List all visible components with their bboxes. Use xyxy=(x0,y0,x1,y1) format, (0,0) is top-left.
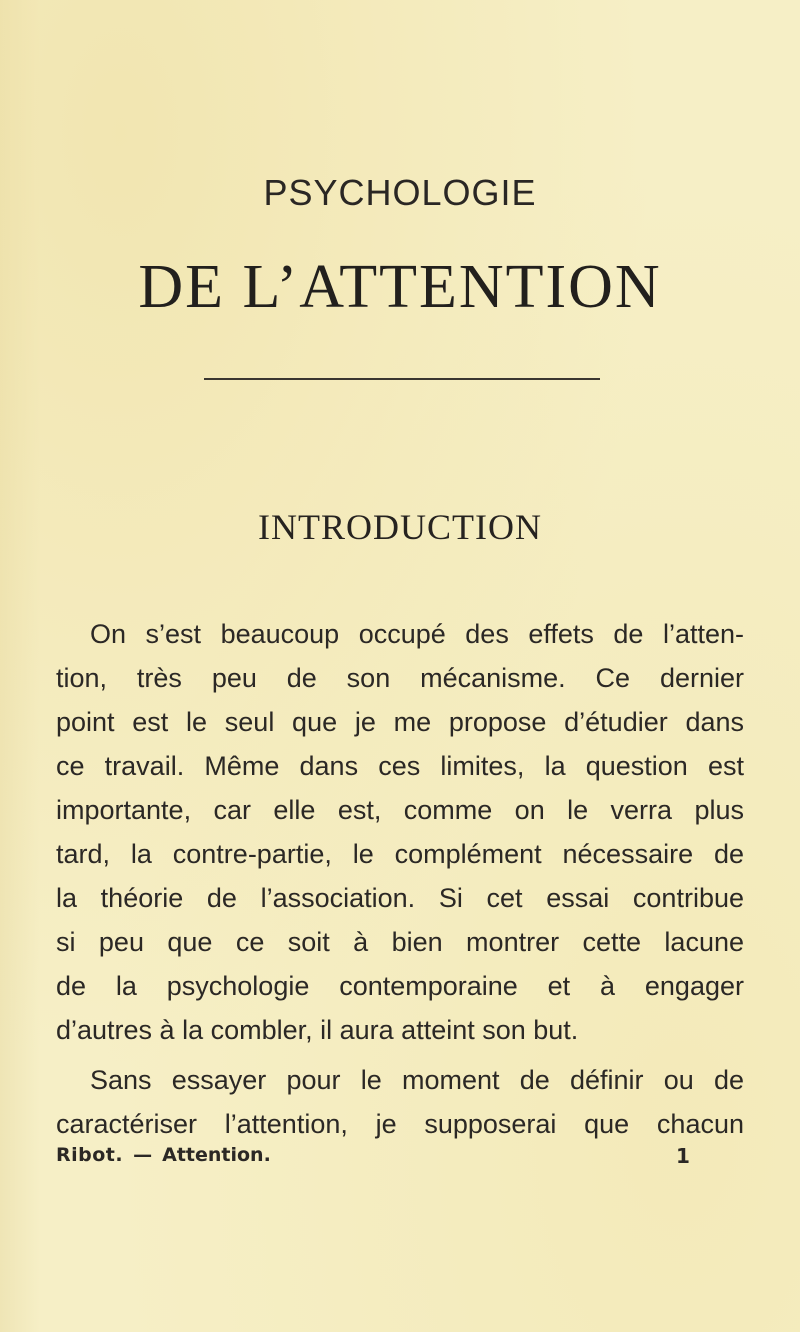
text-line: la théorie de l’association. Si cet essai contribue xyxy=(56,883,744,913)
text-line: de la psychologie contemporaine et à engager xyxy=(56,971,744,1001)
signature-author: Ribot. xyxy=(56,1144,124,1166)
signature-dash: — xyxy=(133,1144,153,1166)
text-line: point est le seul que je me propose d’étudier dans xyxy=(56,707,744,737)
text-line: si peu que ce soit à bien montrer cette lacune xyxy=(56,927,744,957)
text-line: d’autres à la combler, il aura atteint son but. xyxy=(56,1015,579,1045)
text-line: tion, très peu de son mécanisme. Ce dernier xyxy=(56,663,744,693)
section-title: INTRODUCTION xyxy=(258,507,542,547)
title-divider-rule xyxy=(204,378,600,380)
signature-line xyxy=(56,1144,464,1166)
text-line: importante, car elle est, comme on le verra plus xyxy=(56,795,744,825)
book-title-line-2: DE L’ATTENTION xyxy=(138,253,662,321)
text-line: tard, la contre-partie, le complément nécessaire de xyxy=(56,839,744,869)
paragraph-2 xyxy=(56,1058,744,1146)
text-line: On s’est beaucoup occupé des effets de l’atten- xyxy=(90,619,744,649)
text-line: caractériser l’attention, je supposerai que chacun xyxy=(56,1109,744,1139)
signature-number: 1 xyxy=(676,1144,690,1168)
text-line: ce travail. Même dans ces limites, la question est xyxy=(56,751,744,781)
text-line: Sans essayer pour le moment de définir ou de xyxy=(90,1065,744,1095)
book-title-line-1: PSYCHOLOGIE xyxy=(263,172,537,213)
paragraph-1 xyxy=(56,612,744,1052)
signature-short-title: Attention. xyxy=(162,1144,271,1166)
